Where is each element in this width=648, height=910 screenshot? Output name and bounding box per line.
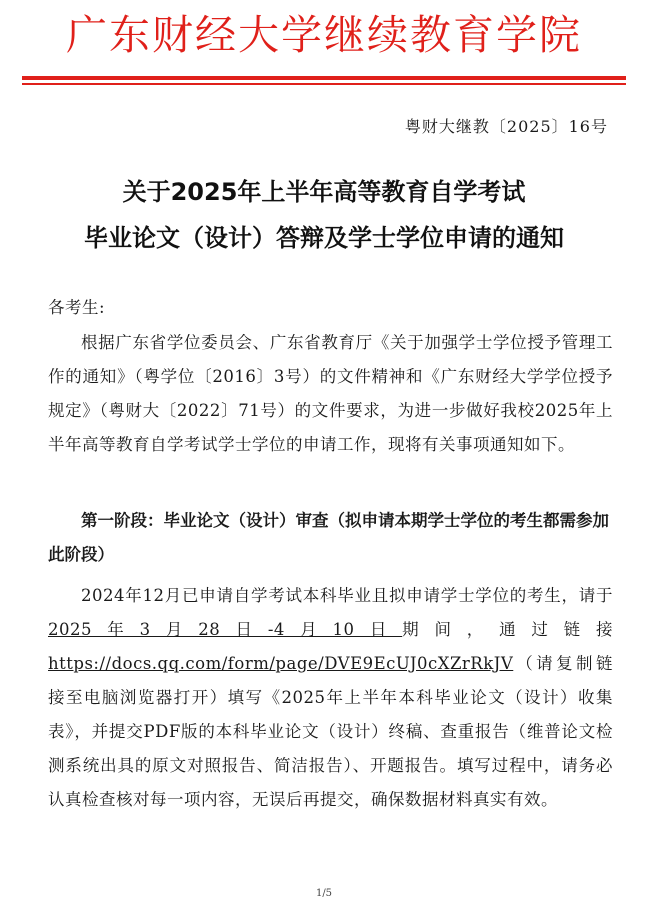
form-link[interactable]: https://docs.qq.com/form/page/DVE9EcUJ0cXZrRkJV [48, 654, 514, 673]
title-line-2: 毕业论文（设计）答辩及学士学位申请的通知 [84, 224, 564, 252]
institution-name: 广东财经大学继续教育学院 [66, 11, 582, 59]
paragraph-text: 期间，通过链接 [402, 620, 613, 639]
paragraph-text: 2024年12月已申请自学考试本科毕业且拟申请学士学位的考生，请于 [81, 586, 613, 605]
page-number: 1/5 [315, 888, 333, 899]
header-rule-thick [22, 76, 626, 80]
paragraph-text: （请复制链接至电脑浏览器打开）填写《2025年上半年本科毕业论文（设计）收集表》，并提交PDF版的本科毕业论文（设计）终稿、查重报告（维普论文检测系统出具的原文对照报告、简洁报告）、开题报告。填写过程中，请务必认真检查核对每一项内容，无误后再提交，确保数据材料真实有效。 [48, 654, 613, 809]
salutation: 各考生: [48, 298, 106, 317]
paragraph-intro: 根据广东省学位委员会、广东省教育厅《关于加强学士学位授予管理工作的通知》（粤学位〔2016〕3号）的文件精神和《广东财经大学学位授予规定》（粤财大〔2022〕71号）的文件要求，为进一步做好我校2025年上半年高等教育自学考试学士学位的申请工作，现将有关事项通知如下。 [48, 333, 613, 454]
section-heading-stage-1: 第一阶段：毕业论文（设计）审查（拟申请本期学士学位的考生都需参加此阶段） [48, 511, 609, 564]
paragraph-stage-1 [48, 579, 613, 817]
title-line-1: 关于2025年上半年高等教育自学考试 [122, 178, 526, 206]
date-range: 2025年3月28日-4月10日 [48, 620, 403, 639]
header-rule-thin [22, 83, 626, 85]
letterhead [0, 0, 648, 70]
document-number: 粤财大继教〔2025〕16号 [404, 117, 608, 136]
